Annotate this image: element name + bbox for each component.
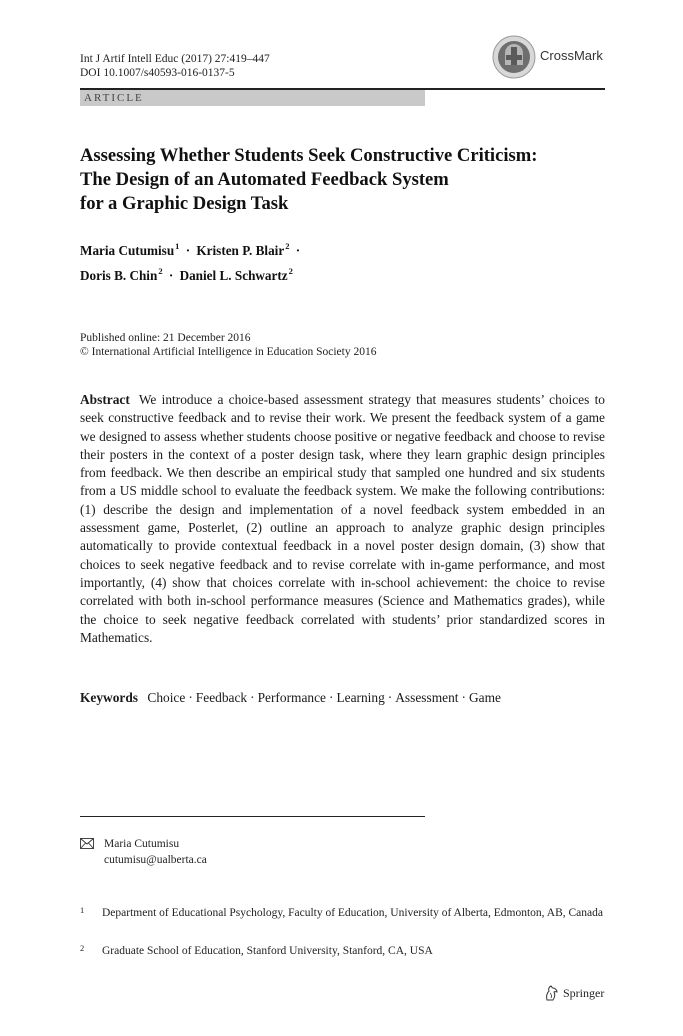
author-list bbox=[80, 236, 600, 286]
keyword-separator: · bbox=[188, 690, 193, 705]
journal-citation: Int J Artif Intell Educ (2017) 27:419–447 bbox=[80, 53, 270, 65]
keyword-item: Learning bbox=[336, 690, 385, 705]
author-affiliation-mark: 2 bbox=[285, 241, 290, 251]
crossmark-label: CrossMark bbox=[540, 47, 603, 63]
author-name[interactable]: Maria Cutumisu bbox=[80, 243, 175, 258]
publication-info bbox=[80, 331, 376, 359]
affiliation-text: Department of Educational Psychology, Faculty of Education, University of Alberta, Edmonton, AB, Canada bbox=[102, 907, 603, 919]
abstract-text: We introduce a choice-based assessment strategy that measures students’ choices to seek constructive feedback and to revise their work. We present the feedback system of a game we designed to assess whether students choose positive or negative feedback and choose to revise their posters in the context of a poster design task, where they learn graphic design principles from feedback. We then describe an empirical study that sampled one hundred and six students from a US middle school to evaluate the feedback system. We make the following contributions: (1) describe the design and implementation of a novel feedback system embedded in an assessment game, Posterlet, (2) outline an approach to analyze graphic design principles automatically to provide contextual feedback in a novel poster design domain, (3) show that choices to seek negative feedback and to revise correlate with in-game performance, and most importantly, (4) show that choices correlate with in-school achievement: the choice to revise correlated with both in-school performance measures (Science and Mathematics grades), while the choice to seek negative feedback correlated with students’ prior standardized scores in Mathematics. bbox=[80, 392, 606, 645]
publisher-mark bbox=[544, 985, 604, 1001]
affiliation-number: 1 bbox=[80, 905, 85, 915]
keyword-separator: · bbox=[328, 690, 334, 705]
published-date: Published online: 21 December 2016 bbox=[80, 332, 251, 344]
mail-icon bbox=[80, 838, 94, 849]
keyword-item: Performance bbox=[257, 690, 326, 705]
author-separator: · bbox=[185, 243, 191, 258]
journal-info bbox=[80, 52, 270, 80]
corresponding-author-email[interactable]: cutumisu@ualberta.ca bbox=[104, 854, 207, 866]
affiliation-text: Graduate School of Education, Stanford University, Stanford, CA, USA bbox=[102, 945, 433, 957]
author-affiliation-mark: 2 bbox=[158, 266, 163, 276]
footnote-rule bbox=[80, 816, 425, 817]
crossmark-badge[interactable] bbox=[492, 35, 603, 79]
author-line-1 bbox=[80, 236, 600, 261]
keyword-separator: · bbox=[387, 690, 393, 705]
author-name[interactable]: Doris B. Chin bbox=[80, 268, 158, 283]
author-separator: · bbox=[168, 268, 174, 283]
keyword-item: Choice bbox=[147, 690, 186, 705]
keyword-item: Game bbox=[468, 690, 501, 705]
affiliation-number: 2 bbox=[80, 943, 85, 953]
keyword-separator: · bbox=[250, 690, 255, 705]
author-line-2 bbox=[80, 261, 600, 286]
article-type-label: ARTICLE bbox=[84, 92, 144, 104]
title-line-3: for a Graphic Design Task bbox=[80, 193, 289, 214]
publisher-name: Springer bbox=[563, 985, 605, 1000]
springer-horse-icon bbox=[544, 985, 559, 1001]
keywords bbox=[80, 689, 605, 707]
author-affiliation-mark: 2 bbox=[288, 266, 293, 276]
keyword-item: Feedback bbox=[195, 690, 248, 705]
keywords-heading: Keywords bbox=[80, 690, 139, 705]
copyright-notice: © International Artificial Intelligence in Education Society 2016 bbox=[80, 346, 377, 358]
abstract-heading: Abstract bbox=[80, 392, 130, 407]
keyword-item: Assessment bbox=[395, 690, 459, 705]
title-line-1: Assessing Whether Students Seek Constructive Criticism: bbox=[80, 145, 538, 166]
author-separator: · bbox=[295, 243, 301, 258]
paper-title bbox=[80, 144, 600, 216]
author-name[interactable]: Kristen P. Blair bbox=[196, 243, 285, 258]
crossmark-icon bbox=[492, 35, 536, 79]
abstract bbox=[80, 391, 605, 647]
title-line-2: The Design of an Automated Feedback System bbox=[80, 169, 449, 190]
journal-doi[interactable]: DOI 10.1007/s40593-016-0137-5 bbox=[80, 67, 235, 79]
corresponding-author-name: Maria Cutumisu bbox=[104, 838, 180, 850]
author-name[interactable]: Daniel L. Schwartz bbox=[179, 268, 288, 283]
keyword-separator: · bbox=[461, 690, 466, 705]
author-affiliation-mark: 1 bbox=[175, 241, 180, 251]
